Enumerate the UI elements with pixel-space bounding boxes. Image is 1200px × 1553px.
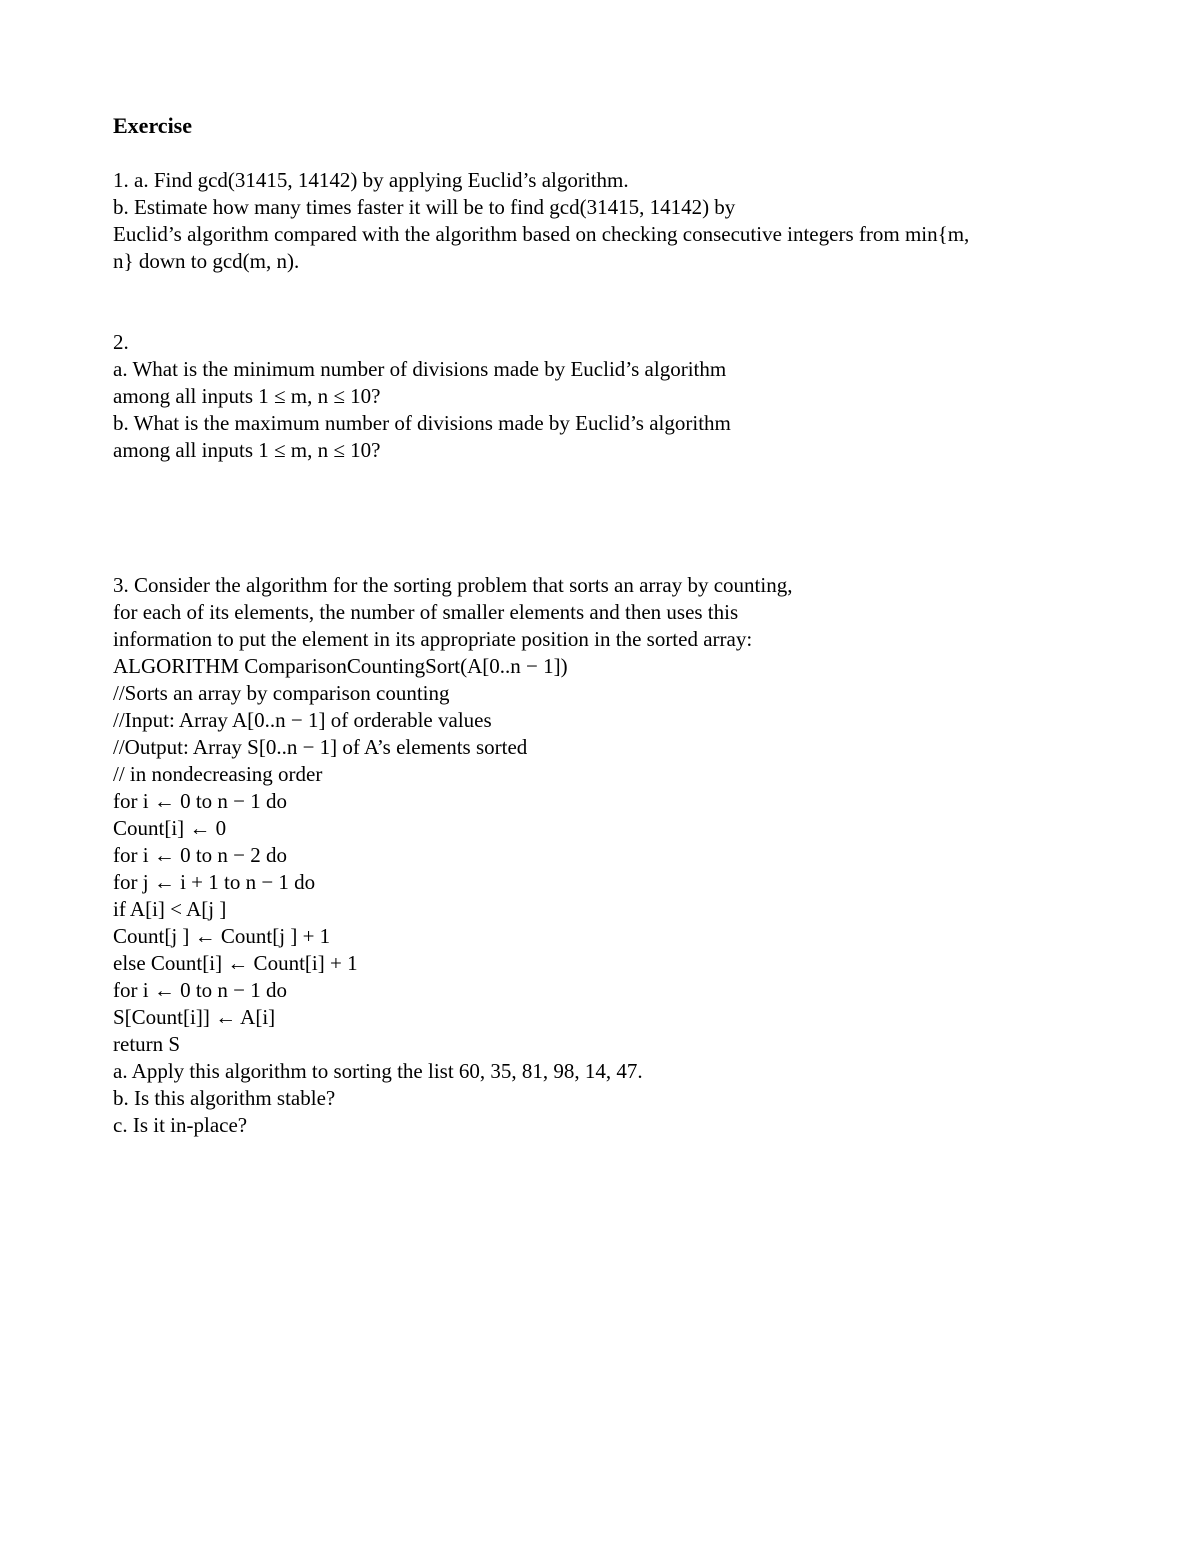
code-line: //Output: Array S[0..n − 1] of A’s elements sorted: [113, 735, 528, 759]
q1-line-2: b. Estimate how many times faster it will be to find gcd(31415, 14142) by: [113, 195, 736, 219]
code-line: //Input: Array A[0..n − 1] of orderable values: [113, 708, 492, 732]
q1-line-4: n} down to gcd(m, n).: [113, 249, 300, 273]
code-line: for i ← 0 to n − 1 do: [113, 789, 287, 813]
document-title: Exercise: [113, 113, 193, 138]
code-line: ALGORITHM ComparisonCountingSort(A[0..n − 1]): [113, 654, 568, 678]
code-line: S[Count[i]] ← A[i]: [113, 1005, 276, 1029]
q3-part-b: b. Is this algorithm stable?: [113, 1086, 336, 1110]
q3-part-c: c. Is it in-place?: [113, 1113, 248, 1137]
q2-line-2: among all inputs 1 ≤ m, n ≤ 10?: [113, 384, 381, 408]
code-line: // in nondecreasing order: [113, 762, 323, 786]
q2-line-1: a. What is the minimum number of divisions made by Euclid’s algorithm: [113, 357, 727, 381]
code-line: //Sorts an array by comparison counting: [113, 681, 450, 705]
code-line: else Count[i] ← Count[i] + 1: [113, 951, 358, 975]
code-line: Count[i] ← 0: [113, 816, 227, 840]
code-line: Count[j ] ← Count[j ] + 1: [113, 924, 331, 948]
code-line: if A[i] < A[j ]: [113, 897, 227, 921]
code-line: for i ← 0 to n − 2 do: [113, 843, 287, 867]
q2-line-3: b. What is the maximum number of divisions made by Euclid’s algorithm: [113, 411, 731, 435]
q3-part-a: a. Apply this algorithm to sorting the list 60, 35, 81, 98, 14, 47.: [113, 1059, 643, 1083]
q1-line-1: 1. a. Find gcd(31415, 14142) by applying Euclid’s algorithm.: [113, 168, 629, 192]
q3-line-3: information to put the element in its appropriate position in the sorted array:: [113, 627, 753, 651]
code-line: for j ← i + 1 to n − 1 do: [113, 870, 316, 894]
q3-line-1: 3. Consider the algorithm for the sorting problem that sorts an array by counting,: [113, 573, 793, 597]
q3-line-2: for each of its elements, the number of smaller elements and then uses this: [113, 600, 739, 624]
q1-line-3: Euclid’s algorithm compared with the algorithm based on checking consecutive integers from min{m,: [113, 222, 970, 246]
q2-number: 2.: [113, 330, 129, 354]
code-line: for i ← 0 to n − 1 do: [113, 978, 287, 1002]
code-line: return S: [113, 1032, 181, 1056]
q2-line-4: among all inputs 1 ≤ m, n ≤ 10?: [113, 438, 381, 462]
